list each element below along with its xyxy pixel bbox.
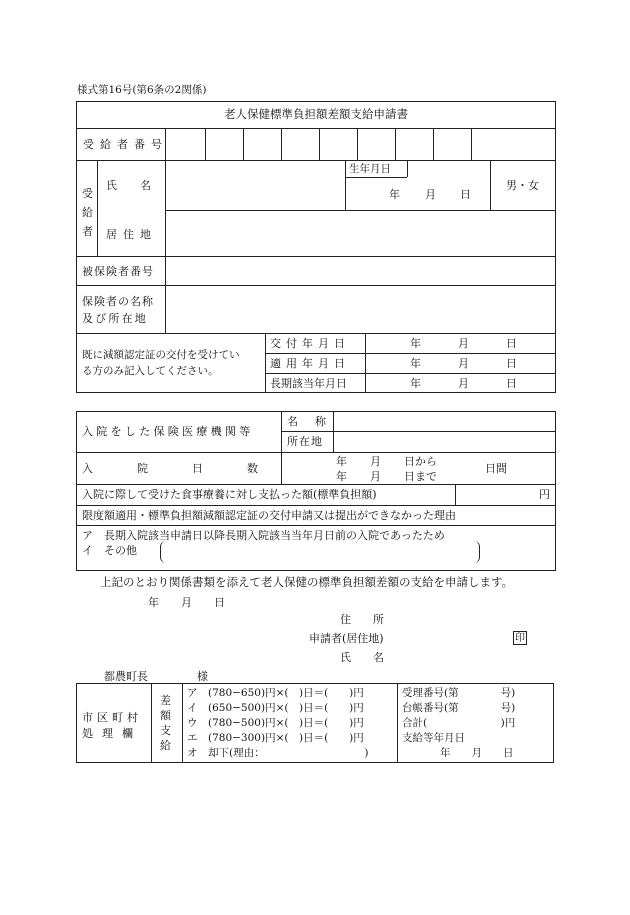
- insurer-label-1: 保険者の名称: [82, 295, 154, 308]
- to-suffix: 日まで: [404, 470, 437, 483]
- name-label: 氏 名: [106, 179, 157, 192]
- insured-number-label: 被保険者番号: [82, 265, 154, 278]
- hospital-name-input[interactable]: [334, 412, 555, 431]
- reason-option-i[interactable]: イ その他: [82, 544, 137, 557]
- total-amount: 合計( )円: [402, 717, 516, 729]
- apply-month: 月: [458, 357, 469, 370]
- issue-year: 年: [410, 337, 421, 350]
- birth-date-label: 生年月日: [349, 163, 391, 175]
- long-term-date-label: 長期該当年月日: [270, 377, 347, 390]
- meal-payment-label: 入院に際して受けた食事療養に対し支払った額(標準負担額): [82, 488, 377, 501]
- days-label: 入院日数: [82, 462, 302, 475]
- office-label-2: 処理欄: [82, 727, 142, 740]
- birth-month: 月: [425, 188, 436, 201]
- applicant-number-label: 受給者番号: [83, 138, 168, 151]
- issue-date-label: 交付年月日: [270, 337, 350, 350]
- hospital-label: 入院をした保険医療機関等: [82, 425, 254, 438]
- seal-mark: 印: [515, 633, 525, 644]
- applicant-field-label: 申請者(居住地): [309, 632, 384, 645]
- form-title: 老人保健標準負担額差額支給申請書: [224, 107, 408, 121]
- office-line-o: オ 却下(理由： ): [187, 747, 369, 759]
- receipt-number: 受理番号(第 号): [402, 687, 516, 699]
- payment-date-value: 年 月 日: [440, 747, 514, 759]
- difference-label: 差額支給: [160, 694, 171, 752]
- reduction-note-2: る方のみ記入してください。: [82, 365, 219, 377]
- long-year: 年: [410, 377, 421, 390]
- gender-select[interactable]: 男・女: [506, 179, 539, 192]
- address-label: 居住地: [106, 228, 157, 241]
- office-line-a: ア (780−650)円×( )日＝( )円: [187, 687, 364, 699]
- name-input[interactable]: [166, 161, 344, 209]
- form-code: 様式第16号(第6条の2関係): [77, 84, 207, 96]
- insured-number-input[interactable]: [166, 257, 555, 284]
- issue-month: 月: [458, 337, 469, 350]
- office-line-u: ウ (780−500)円×( )日＝( )円: [187, 717, 364, 729]
- insurer-label-2: 及び所在地: [82, 312, 148, 325]
- office-line-i: イ (650−500)円×( )日＝( )円: [187, 702, 364, 714]
- apply-date-label: 適用年月日: [270, 357, 350, 370]
- reason-other-bracket[interactable]: [160, 541, 480, 563]
- from-suffix: 日から: [404, 455, 437, 468]
- meal-yen: 円: [539, 488, 550, 501]
- reduction-note-1: 既に減額認定証の交付を受けてい: [82, 349, 240, 361]
- apply-year: 年: [410, 357, 421, 370]
- birth-year: 年: [389, 188, 400, 201]
- birth-day: 日: [460, 188, 471, 201]
- address-field-label: 住 所: [340, 613, 384, 626]
- to-month: 月: [370, 470, 381, 483]
- long-month: 月: [458, 377, 469, 390]
- applicant-number-cell[interactable]: [166, 129, 471, 159]
- reason-title: 限度額適用・標準負担額減額認定証の交付申請又は提出ができなかった理由: [82, 509, 456, 522]
- insurer-input[interactable]: [166, 286, 555, 332]
- apply-day: 日: [506, 357, 517, 370]
- declaration-text: 上記のとおり関係書類を添えて老人保健の標準負担額差額の支給を申請します。: [100, 575, 514, 589]
- ledger-number: 台帳番号(第 号): [402, 702, 516, 714]
- applicant-group-label: 受給者: [82, 187, 93, 238]
- to-year: 年: [336, 470, 347, 483]
- office-label-1: 市区町村: [82, 711, 142, 724]
- issue-day: 日: [506, 337, 517, 350]
- days-unit: 日間: [485, 462, 507, 475]
- hospital-location-input[interactable]: [334, 432, 555, 451]
- addressee-honorific: 様: [197, 670, 208, 683]
- addressee-label: 都農町長: [104, 670, 148, 683]
- hospital-name-label: 名 称: [287, 415, 329, 428]
- from-month: 月: [370, 455, 381, 468]
- long-day: 日: [506, 377, 517, 390]
- from-year: 年: [336, 455, 347, 468]
- office-line-e: エ (780−300)円×( )日＝( )円: [187, 732, 364, 744]
- hospital-location-label: 所在地: [287, 435, 323, 448]
- application-date: 年 月 日: [148, 596, 225, 609]
- payment-date-label: 支給等年月日: [402, 732, 465, 744]
- meal-payment-input[interactable]: [456, 485, 536, 504]
- reason-option-a[interactable]: ア 長期入院該当申請日以降長期入院該当当年月日前の入院であったため: [82, 529, 445, 542]
- address-input[interactable]: [166, 211, 555, 255]
- name-field-label: 氏 名: [340, 651, 384, 664]
